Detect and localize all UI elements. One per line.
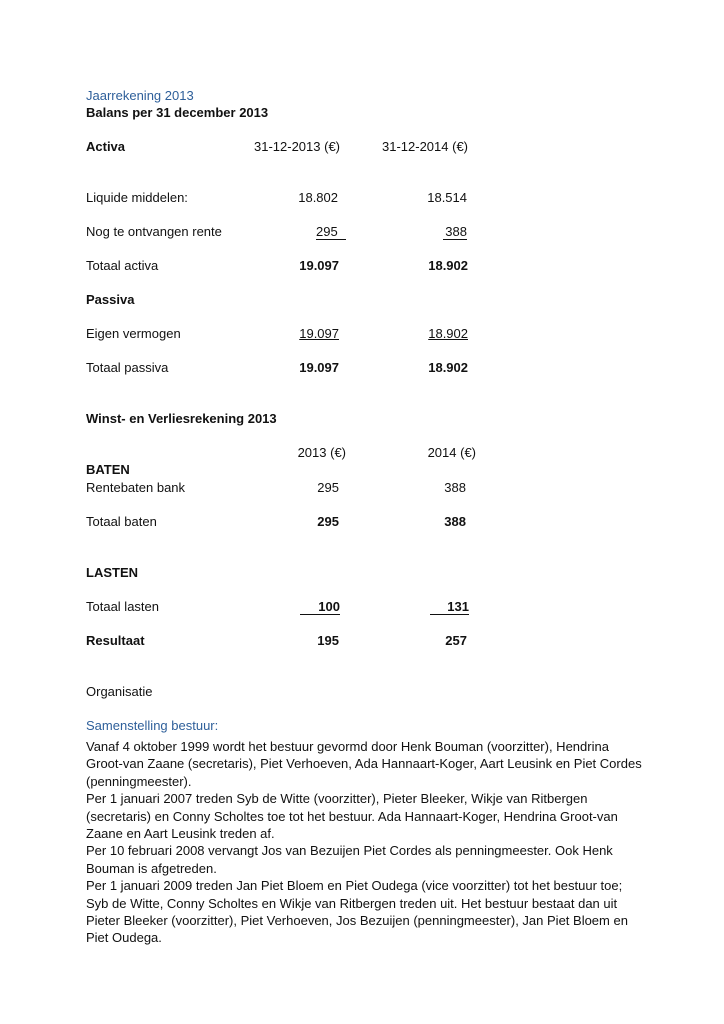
bestuur-heading: Samenstelling bestuur:	[86, 718, 219, 733]
resultaat-label: Resultaat	[86, 633, 145, 648]
liquide-label: Liquide middelen:	[86, 190, 188, 205]
wv-col1-header: 2013 (€)	[297, 445, 346, 460]
totaal-lasten-col1-cell	[300, 599, 340, 615]
totaal-lasten-col2: 131	[447, 599, 469, 614]
organisatie-label: Organisatie	[86, 684, 153, 699]
lasten-label: LASTEN	[86, 565, 138, 580]
rente-col1-cell	[316, 224, 346, 240]
resultaat-col2: 257	[445, 633, 467, 648]
totaal-passiva-col2: 18.902	[428, 360, 468, 375]
rentebaten-label: Rentebaten bank	[86, 480, 186, 495]
totaal-lasten-col1: 100	[318, 599, 340, 614]
totaal-passiva-label: Totaal passiva	[86, 360, 169, 375]
balans-col1-header: 31-12-2013 (€)	[254, 139, 340, 154]
totaal-activa-col1: 19.097	[299, 258, 339, 273]
totaal-passiva-col1: 19.097	[299, 360, 339, 375]
rente-col2: 388	[445, 224, 467, 239]
rente-col2-cell	[443, 224, 467, 240]
totaal-activa-label: Totaal activa	[86, 258, 159, 273]
bestuur-paragraph: Vanaf 4 oktober 1999 wordt het bestuur gevormd door Henk Bouman (voorzitter), Hendrina Groot-van Zaane (secretaris), Piet Verhoeven, Ada Hannaart-Koger, Aart Leusink en Piet Cordes (penningmeester).	[86, 739, 642, 789]
bestuur-paragraph: Per 10 februari 2008 vervangt Jos van Bezuijen Piet Cordes als penningmeester. Ook Henk Bouman is afgetreden.	[86, 843, 613, 876]
eigen-vermogen-col2: 18.902	[428, 326, 468, 341]
baten-label: BATEN	[86, 462, 130, 477]
balans-col2-header: 31-12-2014 (€)	[382, 139, 468, 154]
rente-label: Nog te ontvangen rente	[86, 224, 222, 239]
bestuur-paragraph: Per 1 januari 2009 treden Jan Piet Bloem en Piet Oudega (vice voorzitter) tot het bestuur toe; Syb de Witte, Conny Scholtes en Wikje van Ritbergen treden uit. Het bestuur bestaat dan uit Pieter Bleeker (voorzitter), Piet Verhoeven, Jos Bezuijen (penningmeester), Jan Piet Bloem en Piet Oudega.	[86, 878, 628, 946]
bestuur-paragraph: Per 1 januari 2007 treden Syb de Witte (voorzitter), Pieter Bleeker, Wikje van Ritbergen (secretaris) en Conny Scholtes toe tot het bestuur. Ada Hannaart-Koger, Hendrina Groot-van Zaane en Aart Leusink treden af.	[86, 791, 618, 842]
totaal-baten-col1: 295	[317, 514, 339, 529]
totaal-lasten-col2-cell	[430, 599, 469, 615]
wv-col2-header: 2014 (€)	[427, 445, 476, 460]
eigen-vermogen-col1: 19.097	[299, 326, 339, 341]
liquide-col2: 18.514	[427, 190, 467, 205]
totaal-baten-label: Totaal baten	[86, 514, 157, 529]
liquide-col1: 18.802	[298, 190, 338, 205]
totaal-lasten-label: Totaal lasten	[86, 599, 159, 614]
passiva-label: Passiva	[86, 292, 135, 307]
rente-col1: 295	[316, 224, 338, 239]
rentebaten-col2: 388	[444, 480, 466, 495]
resultaat-col1: 195	[317, 633, 339, 648]
balans-title: Balans per 31 december 2013	[86, 105, 269, 120]
activa-label: Activa	[86, 139, 126, 154]
totaal-baten-col2: 388	[444, 514, 466, 529]
rentebaten-col1: 295	[317, 480, 339, 495]
eigen-vermogen-label: Eigen vermogen	[86, 326, 181, 341]
document-heading: Jaarrekening 2013	[86, 88, 194, 103]
bestuur-text	[86, 738, 646, 947]
wv-title: Winst- en Verliesrekening 2013	[86, 411, 277, 426]
totaal-activa-col2: 18.902	[428, 258, 468, 273]
